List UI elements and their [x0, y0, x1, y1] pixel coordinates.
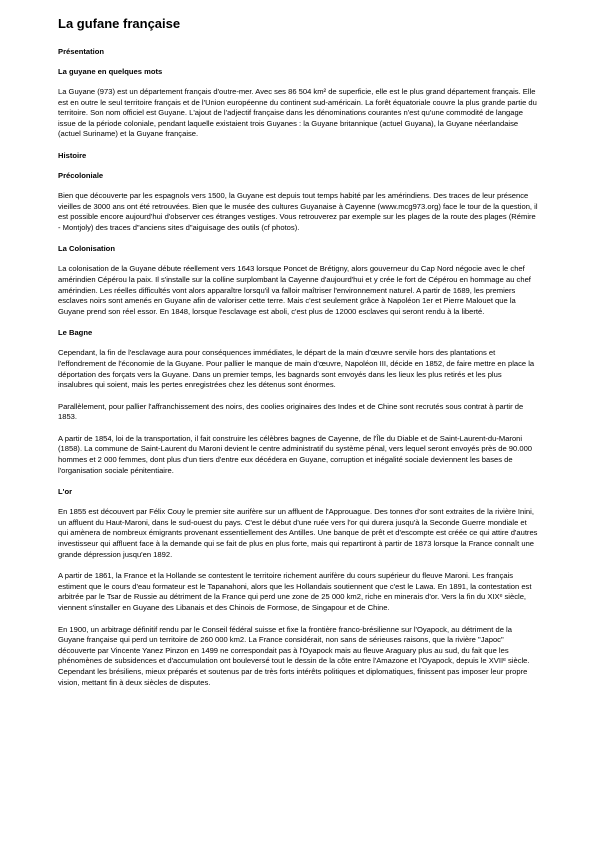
- heading-presentation: Présentation: [58, 47, 104, 56]
- paragraph: Parallèlement, pour pallier l'affranchissement des noirs, des coolies originaires des Indes et de Chine sont recrutés sous contrat à partir de 1853.: [58, 401, 524, 422]
- heading-bagne: Le Bagne: [58, 328, 93, 338]
- paragraph: En 1855 est découvert par Félix Couy le premier site aurifère sur un affluent de l'Approuague. Des tonnes d'or sont extraites de la rivière Inini, un affluent du Haut-Maroni, dans le sud-ouest du pays. C'est le début d'une ruée vers l'or qui durera jusqu'à la Seconde Guerre mondiale et qui amènera de nombreux émigrants provenant essentiellement des Antilles. Une banque de prêt et d'escompte est créée ce qui attire d'autres investisseur qui affluent face à la demande qui se fait de plus en plus forte, mais qui repartiront à partir de 1873 lorsque la France connaît une grande dépression jusqu'en 1892.: [58, 507, 538, 559]
- heading-colonisation: La Colonisation: [58, 244, 115, 254]
- paragraph: La colonisation de la Guyane débute réellement vers 1643 lorsque Poncet de Brétigny, alors gouverneur du Cap Nord négocie avec le chef amérindien Cépérou la paix. Il s'installe sur la colline surplombant la Cayenne d'aujourd'hui et y crée le fort de Cépérou en hommage au chef amérindien. Les réelles difficultés vont alors apparaître lorsqu'il va falloir maîtriser l'environnement naturel. A partir de 1689, les premiers esclaves noirs sont amenés en Guyane afin de valoriser cette terre. Mais c'est seulement grâce à Napoléon 1er et Pierre Malouet que la Guyane prend son réel essor. En 1848, lorsque l'esclavage est aboli, c'est plus de 12000 esclaves qui seront rendu à la liberté.: [58, 264, 531, 316]
- page-title: La gufane française: [58, 16, 181, 31]
- heading-precoloniale: Précoloniale: [58, 170, 104, 180]
- paragraph: En 1900, un arbitrage définitif rendu par le Conseil fédéral suisse et fixe la frontière franco-brésilienne sur l'Oyapock, au détriment de la Guyane française qui perd un territoire de 260 000 km2. La France considérait, non sans de sérieuses raisons, que la rivière "Japoc" découverte par Vincente Yanez Pinzon en 1499 ne correspondait pas à l'Oyapock mais au fleuve Araguary plus au sud, du fait que les phénomènes de subsidences et d'accumulation ont bouleversé tout le dessin de la côte entre l'Amazone et l'Oyapock, depuis le XVIIᵉ siècle. Cependant les brésiliens, mieux préparés et soutenus par de très forts intérêts politiques et diplomatiques, finissent pas imposer leur propre vision, mettant fin à deux siècles de disputes.: [58, 624, 530, 687]
- paragraph: Bien que découverte par les espagnols vers 1500, la Guyane est depuis tout temps habité par les amérindiens. Des traces de leur présence vieilles de 3000 ans ont été retrouvées. Bien que le musée des cultures Guyanaise à Cayenne (www.mcg973.org) face le tour de la question, il est possible encore aujourd'hui d'observer ces étranges vestiges. Vous retrouverez par exemple sur les plages de la route des plages (Rémire - Montjoly) des traces d"anciens sites d"aiguisage des outils (cf photos).: [58, 190, 538, 232]
- paragraph: A partir de 1854, loi de la transportation, il fait construire les célèbres bagnes de Cayenne, de l'Île du Diable et de Saint-Laurent-du-Maroni (1858). La commune de Saint-Laurent du Maroni devient le centre administratif du système pénal, vers lequel seront envoyés près de 90.000 hommes et 2 000 femmes, dont plus d'un tiers d'entre eux décédera en Guyane, corruption et inégalité sociale deviennent les bases de l'organisation sociale pénitentiaire.: [58, 433, 533, 475]
- heading-histoire: Histoire: [58, 150, 87, 160]
- paragraph: La Guyane (973) est un département français d'outre-mer. Avec ses 86 504 km² de superficie, elle est le plus grand département français. Elle est en outre le seul territoire français et de l'Union européenne du continent sud-américain. La forêt équatoriale couvre la plus grande partie du territoire. Son nom officiel est Guyane. L'ajout de l'adjectif française dans les dénominations courantes n'est qu'une commodité de langage issue de la période coloniale, pendant laquelle existaient trois Guyanes : la Guyane britannique (actuel Guyana), la Guyane néerlandaise (actuel Suriname) et la Guyane française.: [58, 87, 537, 139]
- heading-guyane-en-quelques-mots: La guyane en quelques mots: [58, 67, 163, 76]
- paragraph: Cependant, la fin de l'esclavage aura pour conséquences immédiates, le départ de la main d'œuvre servile hors des plantations et l'effondrement de l'économie de la Guyane. Pour pallier le manque de main d'œuvre, Napoléon III, décide en 1852, de faire mettre en place la déportation des forçats vers la Guyane. Dans un premier temps, les bagnards sont envoyés dans les lieux les plus retirés et les plus insalubres qui soient, mais les pertes enregistrées chez les détenus sont énormes.: [58, 348, 535, 390]
- heading-or: L'or: [58, 487, 73, 497]
- paragraph: A partir de 1861, la France et la Hollande se contestent le territoire richement aurifère du cours supérieur du fleuve Maroni. Les français estiment que le cours d'eau formateur est le Tapanahoni, alors que les Hollandais soutiennent que c'est le Lawa. En 1891, la contestation est arbitrée par le Tsar de Russie au détriment de la France qui perd une zone de 25 000 km2, riche en minerais d'or. Vers la fin du XIXᵉ siècle, viennent s'installer en Guyane des Libanais et des Chinois de Formose, de Singapour et de Chine.: [58, 571, 532, 612]
